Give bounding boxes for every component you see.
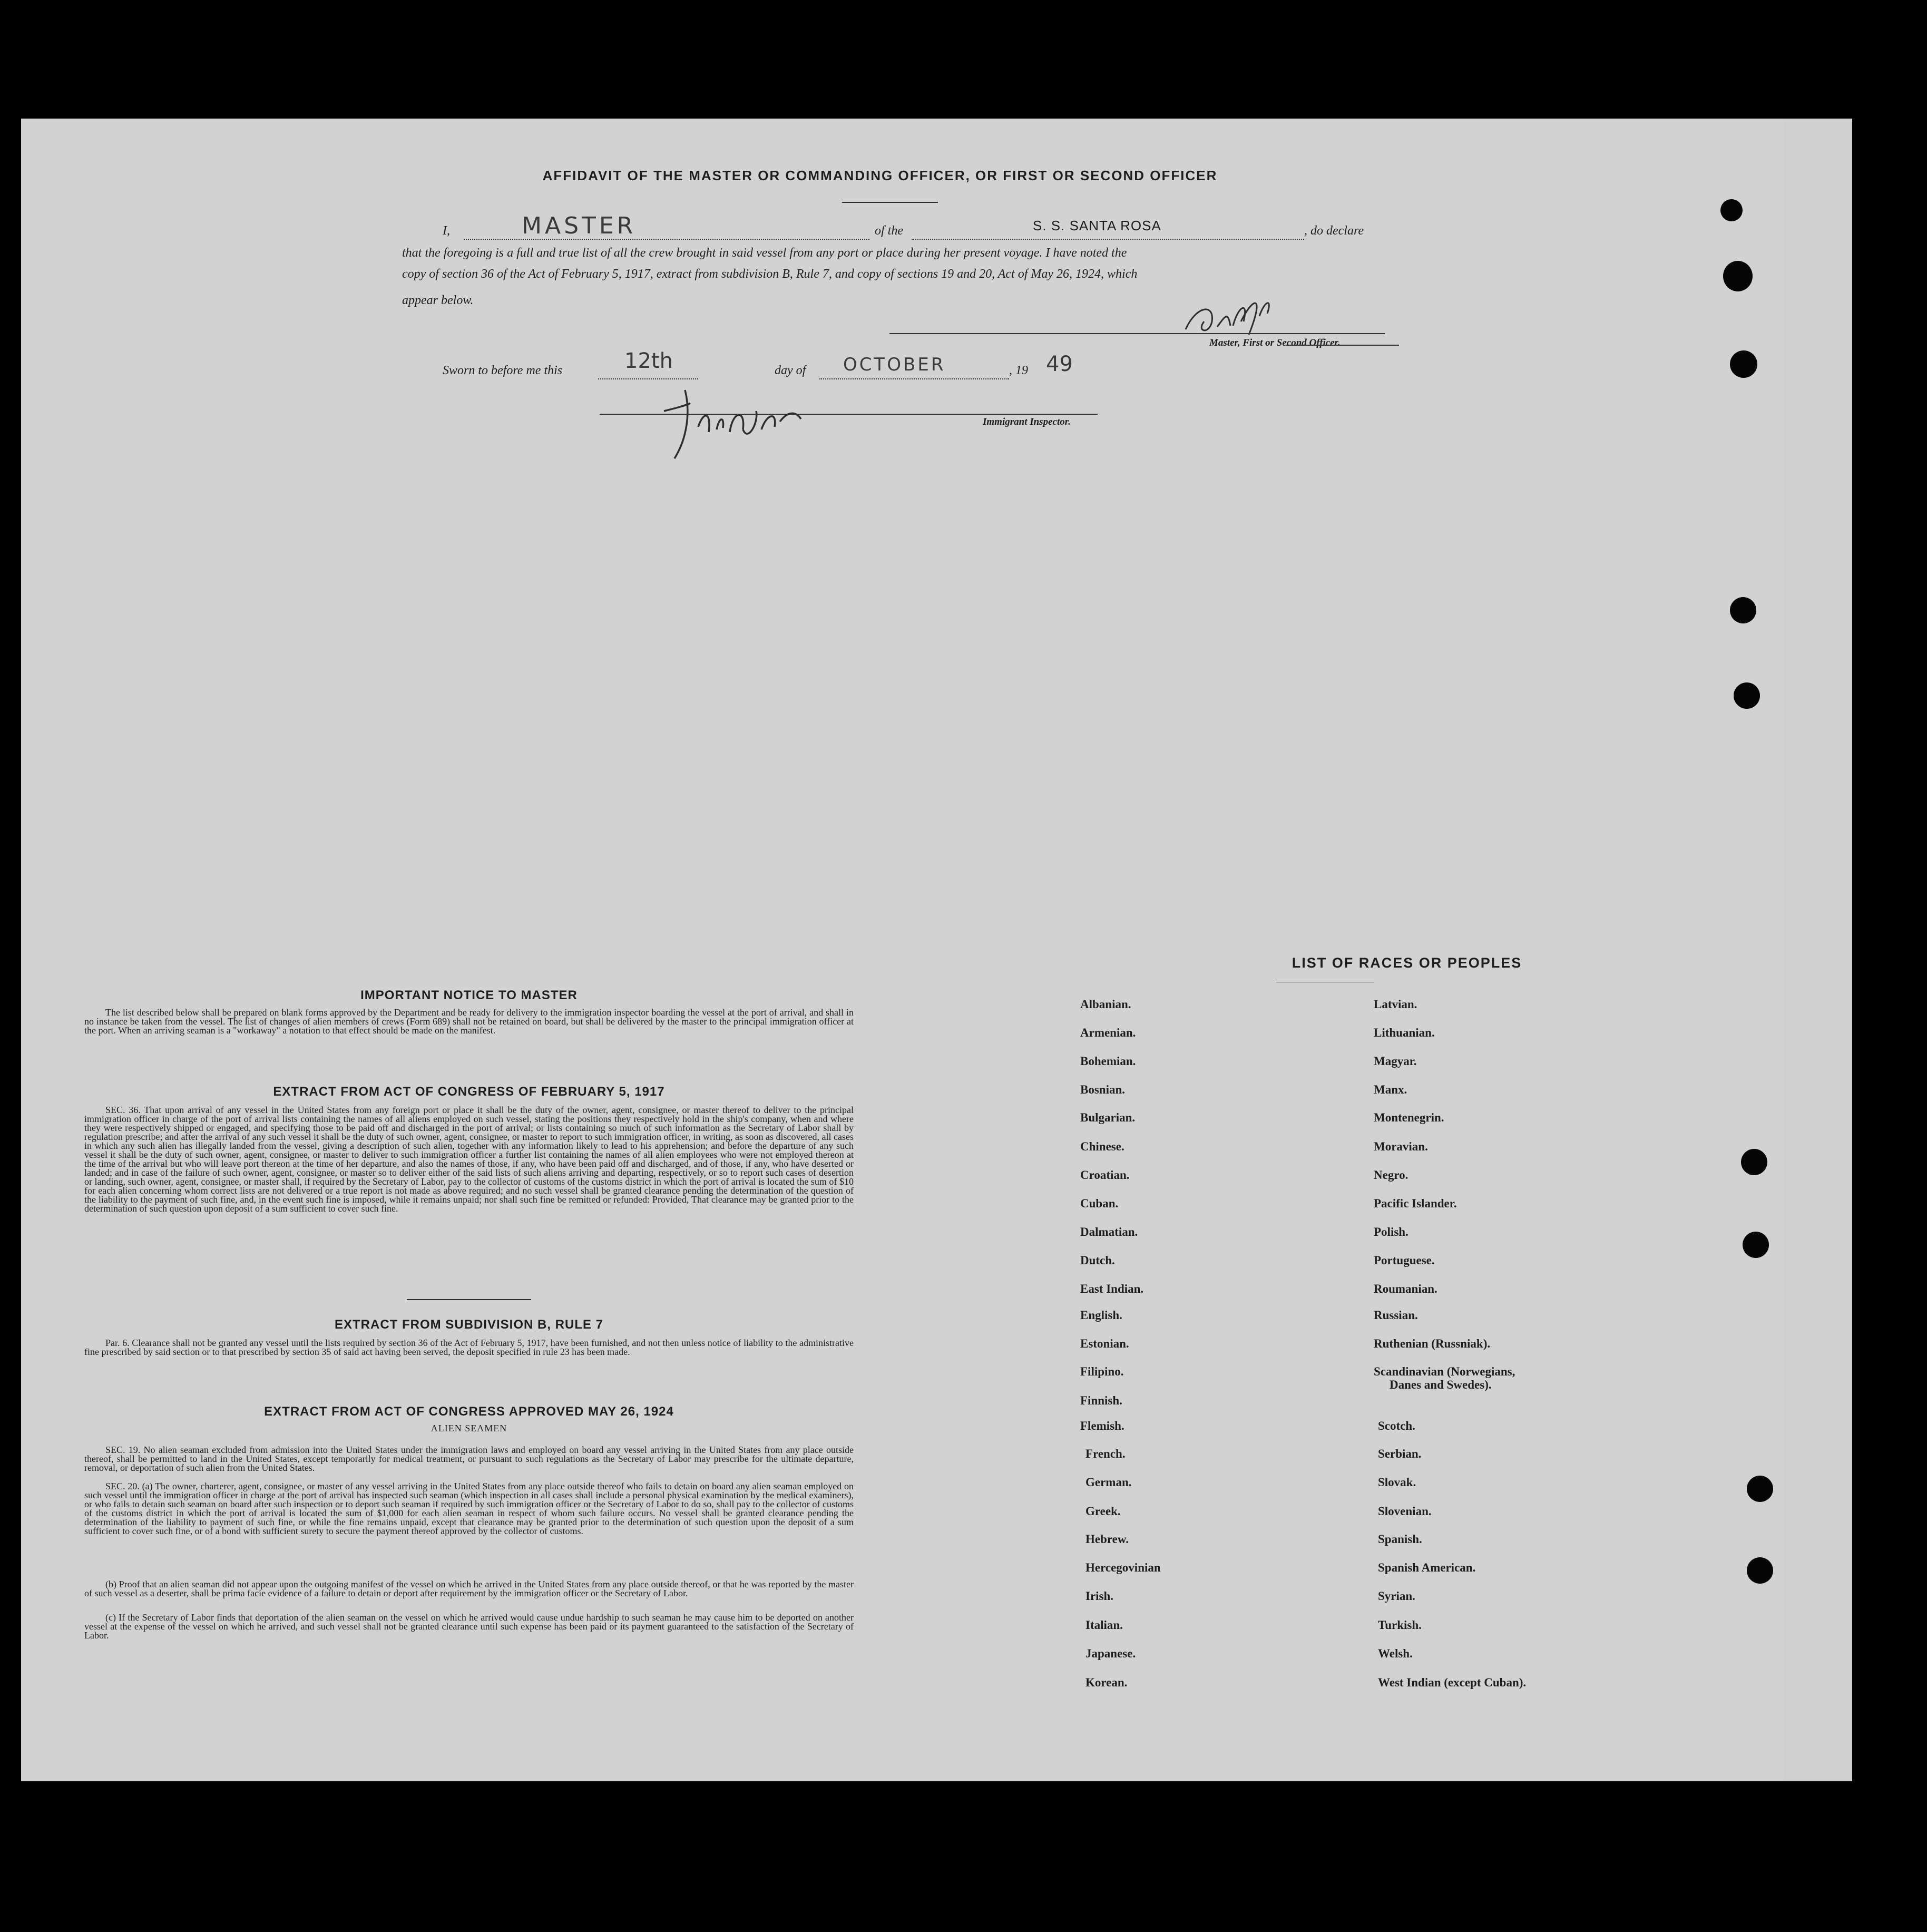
race-item: Japanese. (1085, 1647, 1136, 1660)
race-item: Lithuanian. (1374, 1026, 1435, 1039)
year-prefix: , 19 (1009, 364, 1028, 377)
divider (842, 202, 938, 203)
name-field (464, 212, 869, 240)
race-item: Bosnian. (1080, 1083, 1126, 1096)
punch-hole-icon (1741, 1149, 1767, 1175)
race-item: Irish. (1085, 1589, 1114, 1603)
race-item: Flemish. (1080, 1419, 1124, 1432)
race-item: Korean. (1085, 1676, 1128, 1689)
sworn-label: Sworn to before me this (443, 364, 563, 377)
day-field (598, 349, 698, 379)
race-item: Chinese. (1080, 1140, 1124, 1153)
race-item: Polish. (1374, 1225, 1408, 1238)
punch-hole-icon (1734, 682, 1760, 709)
race-item: Hercegovinian (1085, 1561, 1161, 1574)
race-item: Russian. (1374, 1309, 1418, 1322)
race-item: Bohemian. (1080, 1055, 1136, 1068)
race-item: Bulgarian. (1080, 1111, 1136, 1124)
race-item: Latvian. (1374, 998, 1417, 1011)
punch-hole-icon (1730, 350, 1757, 378)
affidavit-line-4: appear below. (402, 294, 474, 307)
race-item: English. (1080, 1309, 1122, 1322)
inspector-line (600, 414, 1098, 415)
notice-title: IMPORTANT NOTICE TO MASTER (360, 988, 578, 1002)
race-item: Montenegrin. (1374, 1111, 1444, 1124)
punch-hole-icon (1747, 1557, 1773, 1584)
race-item: Armenian. (1080, 1026, 1136, 1039)
punch-hole-icon (1723, 261, 1753, 291)
race-item: Syrian. (1378, 1589, 1415, 1603)
vessel-field (912, 218, 1304, 240)
declare-label: , do declare (1304, 224, 1364, 238)
race-item: Scotch. (1378, 1419, 1415, 1432)
race-item: Filipino. (1080, 1365, 1124, 1378)
of-the-label: of the (875, 224, 903, 238)
race-item: Greek. (1085, 1505, 1121, 1518)
notice-body: The list described below shall be prepared on blank forms approved by the Department and be ready for delivery to the immigration inspector boarding the vessel at the port of arrival, and shall in no instance be taken from the vessel. The list of changes of alien members of crews (Form 689) shall not be retained on board, but shall be delivered by the master to the principal immigration officer at the port. When an arriving seaman is a "workaway" a notation to that effect should be made on the manifest. (84, 1007, 854, 1036)
inspector-caption: Immigrant Inspector. (983, 416, 1071, 427)
race-item: Pacific Islander. (1374, 1197, 1457, 1210)
race-item: Croatian. (1080, 1168, 1130, 1182)
extract-rule7-title: EXTRACT FROM SUBDIVISION B, RULE 7 (334, 1318, 604, 1332)
race-item: Hebrew. (1085, 1533, 1129, 1546)
sec20c-body: (c) If the Secretary of Labor finds that deportation of the alien seaman on the vessel on which he arrived would cause undue hardship to such seaman he may cause him to be deported on another vessel at the expense of the vessel on which he arrived, and such vessel shall not be granted clearance until such expense has been paid or its payment guaranteed to the satisfaction of the Secretary of Labor. (84, 1612, 854, 1641)
pronoun: I, (443, 224, 450, 238)
race-item: Serbian. (1378, 1447, 1422, 1460)
punch-hole-icon (1747, 1476, 1773, 1502)
race-item: East Indian. (1080, 1282, 1144, 1295)
race-item: Danes and Swedes). (1390, 1378, 1492, 1391)
race-item: French. (1085, 1447, 1126, 1460)
race-item: Estonian. (1080, 1337, 1129, 1350)
extract-1917-title: EXTRACT FROM ACT OF CONGRESS OF FEBRUARY 5, 1917 (273, 1085, 665, 1099)
affidavit-title: AFFIDAVIT OF THE MASTER OR COMMANDING OFFICER, OR FIRST OR SECOND OFFICER (542, 168, 1218, 183)
handwritten-month: OCTOBER (843, 354, 946, 375)
race-item: Portuguese. (1374, 1254, 1435, 1267)
race-item: West Indian (except Cuban). (1378, 1676, 1527, 1689)
extract-1917-body: SEC. 36. That upon arrival of any vessel in the United States from any foreign port or place it shall be the duty of the owner, agent, consignee, or master thereof to deliver to the principal immigration officer in charge of the port of arrival lists containing the names of all aliens employed on such vessel, stating the positions they respectively hold in the ship's company, when and where they were respectively shipped or engaged, and specifying those to be paid off and discharged in the port of arrival; or lists containing so much of such information as the Secretary of Labor shall by regulation prescribe; and after the arrival of any such vessel it shall be the duty of such owner, agent, consignee, or master to report to such immigration officer, in writing, as soon as discovered, all cases in which any such alien has illegally landed from the vessel, giving a description of such alien, together with any information likely to lead to his apprehension; and before the departure of any such vessel it shall be the duty of such owner, agent, consignee, or master to deliver to such immigration officer a further list containing the names of all alien employees who were not employed thereon at the time of the arrival but who will leave port thereon at the time of her departure, and also the names of those, if any, who have been paid off and discharged, and of those, if any, who have deserted or landed; and in case of the failure of such owner, agent, consignee, or master so to deliver either of the said lists of such aliens arriving and departing, respectively, or so to report such cases of desertion or landing, such owner, agent, consignee, or master shall, if required by the Secretary of Labor, pay to the collector of customs of the customs district in which the port of arrival is located the sum of $10 for each alien concerning whom correct lists are not delivered or a true report is not made as above required; and no such vessel shall be granted clearance pending the determination of the question of the liability to the payment of such fine, and, in the event such fine is imposed, while it remains unpaid; nor shall such fine be remitted or refunded: Provided, That clearance may be granted prior to the determination of such question upon deposit of a sum sufficient to cover such fine. (84, 1105, 854, 1214)
binder-tab-strip (1784, 119, 1852, 1781)
race-item: Scandinavian (Norwegians, (1374, 1365, 1515, 1378)
punch-hole-icon (1730, 597, 1756, 623)
race-item: Turkish. (1378, 1618, 1422, 1632)
race-item: Finnish. (1080, 1394, 1122, 1407)
race-item: Italian. (1085, 1618, 1123, 1632)
race-item: Albanian. (1080, 998, 1131, 1011)
races-title: LIST OF RACES OR PEOPLES (1292, 955, 1522, 971)
sec20b-body: (b) Proof that an alien seaman did not appear upon the outgoing manifest of the vessel on which he arrived in the United States from any place outside thereof, or that he was reported by the master of such vessel as a deserter, shall be prima facie evidence of a failure to detain or deport after requirement by the immigration officer or the Secretary of Labor. (84, 1579, 854, 1598)
affidavit-line-3: copy of section 36 of the Act of February 5, 1917, extract from subdivision B, Rule 7, and copy of sections 19 and 20, Act of May 26, 1924, which (402, 267, 1138, 281)
inspector-signature (653, 379, 880, 464)
punch-hole-icon (1720, 199, 1743, 221)
affidavit-line-2: that the foregoing is a full and true list of all the crew brought in said vessel from any port or place during her present voyage. I have noted the (402, 246, 1127, 260)
handwritten-day: 12th (624, 349, 673, 373)
punch-hole-icon (1743, 1232, 1769, 1258)
race-item: German. (1085, 1476, 1132, 1489)
signature-line (889, 333, 1385, 334)
month-field (819, 354, 1009, 379)
master-caption: Master, First or Second Officer. (1209, 337, 1341, 348)
strike-line (1286, 345, 1399, 346)
divider (407, 1299, 531, 1300)
race-item: Moravian. (1374, 1140, 1428, 1153)
race-item: Welsh. (1378, 1647, 1413, 1660)
race-item: Spanish American. (1378, 1561, 1476, 1574)
extract-rule7-body: Par. 6. Clearance shall not be granted any vessel until the lists required by section 36 of the Act of February 5, 1917, have been furnished, and not then unless notice of liability to the administrative fine prescribed by said section or to that prescribed by section 35 of said act having been served, the deposit specified in rule 23 has been made. (84, 1338, 854, 1357)
race-item: Negro. (1374, 1168, 1408, 1182)
race-item: Ruthenian (Russniak). (1374, 1337, 1491, 1350)
sec19-body: SEC. 19. No alien seaman excluded from admission into the United States under the immigration laws and employed on board any vessel arriving in the United States from any place outside thereof, shall be permitted to land in the United States, except temporarily for medical treatment, or pursuant to such regulations as the Secretary of Labor may prescribe for the ultimate departure, removal, or deportation of such alien from the United States. (84, 1445, 854, 1473)
extract-1924-title: EXTRACT FROM ACT OF CONGRESS APPROVED MAY 26, 1924 (264, 1404, 674, 1419)
extract-1924-subtitle: ALIEN SEAMEN (431, 1423, 507, 1433)
race-item: Slovenian. (1378, 1505, 1432, 1518)
race-item: Magyar. (1374, 1055, 1417, 1068)
handwritten-year: 49 (1046, 352, 1073, 376)
vessel-name: S. S. SANTA ROSA (1033, 218, 1161, 233)
race-item: Manx. (1374, 1083, 1407, 1096)
day-of-label: day of (775, 364, 806, 377)
race-item: Cuban. (1080, 1197, 1119, 1210)
race-item: Dutch. (1080, 1254, 1115, 1267)
race-item: Spanish. (1378, 1533, 1422, 1546)
race-item: Dalmatian. (1080, 1225, 1138, 1238)
handwritten-name: MASTER (522, 212, 637, 239)
sec20a-body: SEC. 20. (a) The owner, charterer, agent, consignee, or master of any vessel arriving in the United States from any place outside thereof who fails to detain on board any alien seaman employed on such vessel until the immigration officer in charge at the port of arrival has inspected such seaman (which inspection in all cases shall include a personal physical examination by the medical examiners), or who fails to detain such seaman on board after such inspection or to deport such seaman if required by such immigration officer or the Secretary of Labor to do so, shall pay to the collector of customs of the customs district in which the port of arrival is located the sum of $1,000 for each alien seaman in respect of whom such failure occurs. No vessel shall be granted clearance pending the determination of the liability to payment of such fine, or while the fine remains unpaid, except that clearance may be granted prior to the determination of such question upon the deposit of a sum sufficient to cover such fine, or of a bond with sufficient surety to secure the payment thereof approved by the collector of customs. (84, 1481, 854, 1536)
race-item: Roumanian. (1374, 1282, 1437, 1295)
race-item: Slovak. (1378, 1476, 1416, 1489)
